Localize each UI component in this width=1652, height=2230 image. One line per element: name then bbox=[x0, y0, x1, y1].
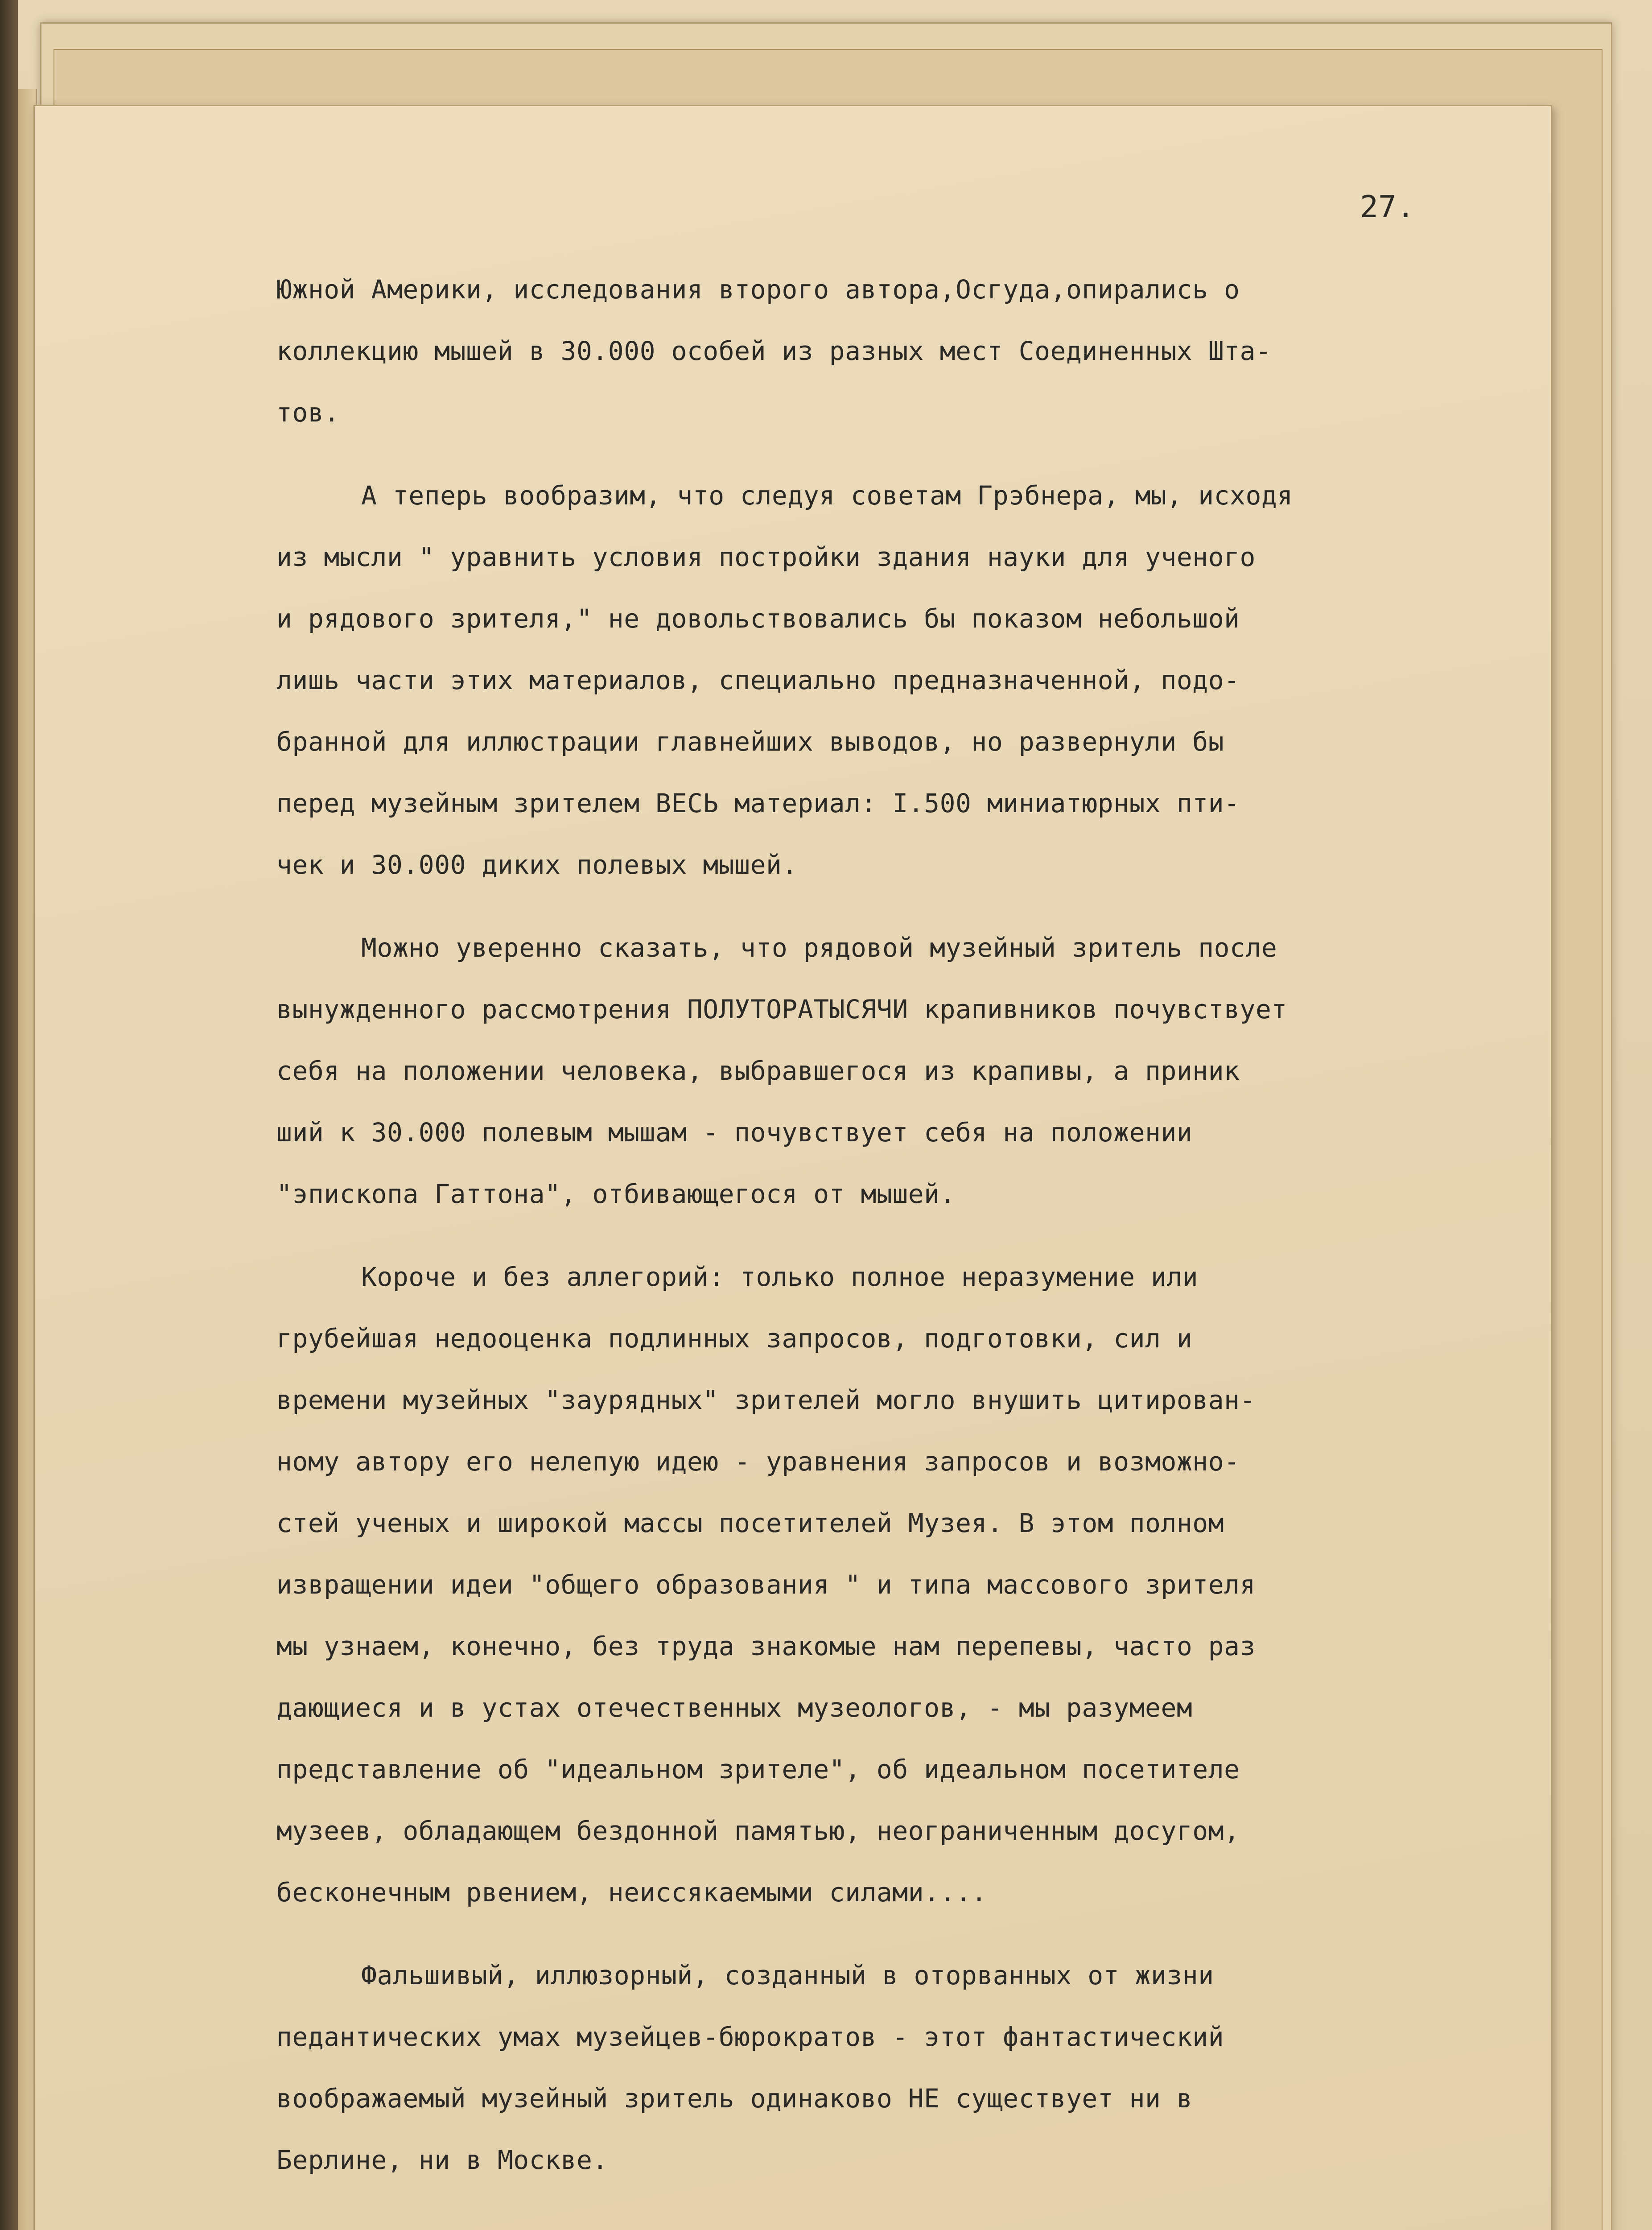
text-line: бранной для иллюстрации главнейших выводов, но развернули бы bbox=[276, 727, 1224, 757]
text-line: воображаемый музейный зритель одинаково НЕ существует ни в bbox=[276, 2083, 1193, 2114]
text-line: дающиеся и в устах отечественных музеологов, - мы разумеем bbox=[276, 1693, 1193, 1723]
text-line: вынужденного рассмотрения ПОЛУТОРАТЫСЯЧИ крапивников почувствует bbox=[276, 994, 1287, 1024]
text-line: извращении идеи "общего образования " и типа массового зрителя bbox=[276, 1569, 1256, 1600]
text-line: ший к 30.000 полевым мышам - почувствует себя на положении bbox=[276, 1117, 1193, 1148]
text-line: коллекцию мышей в 30.000 особей из разных мест Соединенных Шта- bbox=[276, 336, 1272, 366]
text-line: мы узнаем, конечно, без труда знакомые нам перепевы, часто раз bbox=[276, 1631, 1256, 1661]
text-line: из мысли " уравнить условия постройки здания науки для ученого bbox=[276, 542, 1256, 572]
text-line: музеев, обладающем бездонной памятью, неограниченным досугом, bbox=[276, 1816, 1240, 1846]
paragraph-first-line: Можно уверенно сказать, что рядовой музейный зритель после bbox=[361, 933, 1277, 963]
text-line: представление об "идеальном зрителе", об идеальном посетителе bbox=[276, 1754, 1240, 1784]
text-line: Южной Америки, исследования второго автора,Осгуда,опирались о bbox=[276, 274, 1240, 305]
paragraph-first-line: А теперь вообразим, что следуя советам Грэбнера, мы, исходя bbox=[361, 480, 1293, 511]
page-body bbox=[276, 259, 1570, 2191]
text-line: чек и 30.000 диких полевых мышей. bbox=[276, 850, 798, 880]
paragraph-first-line: Фальшивый, иллюзорный, созданный в оторванных от жизни bbox=[361, 1960, 1214, 1990]
text-line: грубейшая недооценка подлинных запросов, подготовки, сил и bbox=[276, 1323, 1193, 1354]
text-line: себя на положении человека, выбравшегося из крапивы, а приник bbox=[276, 1056, 1240, 1086]
text-line: педантических умах музейцев-бюрократов - этот фантастический bbox=[276, 2022, 1224, 2052]
text-line: ному автору его нелепую идею - уравнения запросов и возможно- bbox=[276, 1446, 1240, 1477]
text-line: лишь части этих материалов, специально предназначенной, подо- bbox=[276, 665, 1240, 695]
text-line: стей ученых и широкой массы посетителей Музея. В этом полном bbox=[276, 1508, 1224, 1538]
text-line: времени музейных "заурядных" зрителей могло внушить цитирован- bbox=[276, 1385, 1256, 1415]
paragraph-first-line: Короче и без аллегорий: только полное неразумение или bbox=[361, 1262, 1199, 1292]
text-line: перед музейным зрителем ВЕСЬ материал: I.500 миниатюрных пти- bbox=[276, 788, 1240, 818]
text-line: бесконечным рвением, неиссякаемыми силами.... bbox=[276, 1877, 987, 1908]
text-line: и рядового зрителя," не довольствовались бы показом небольшой bbox=[276, 603, 1240, 634]
scan-edge bbox=[0, 0, 18, 2230]
text-line: тов. bbox=[276, 397, 340, 428]
text-line: Берлине, ни в Москве. bbox=[276, 2145, 608, 2175]
page-number: 27. bbox=[1360, 190, 1415, 225]
text-line: "эпископа Гаттона", отбивающегося от мышей. bbox=[276, 1179, 956, 1209]
